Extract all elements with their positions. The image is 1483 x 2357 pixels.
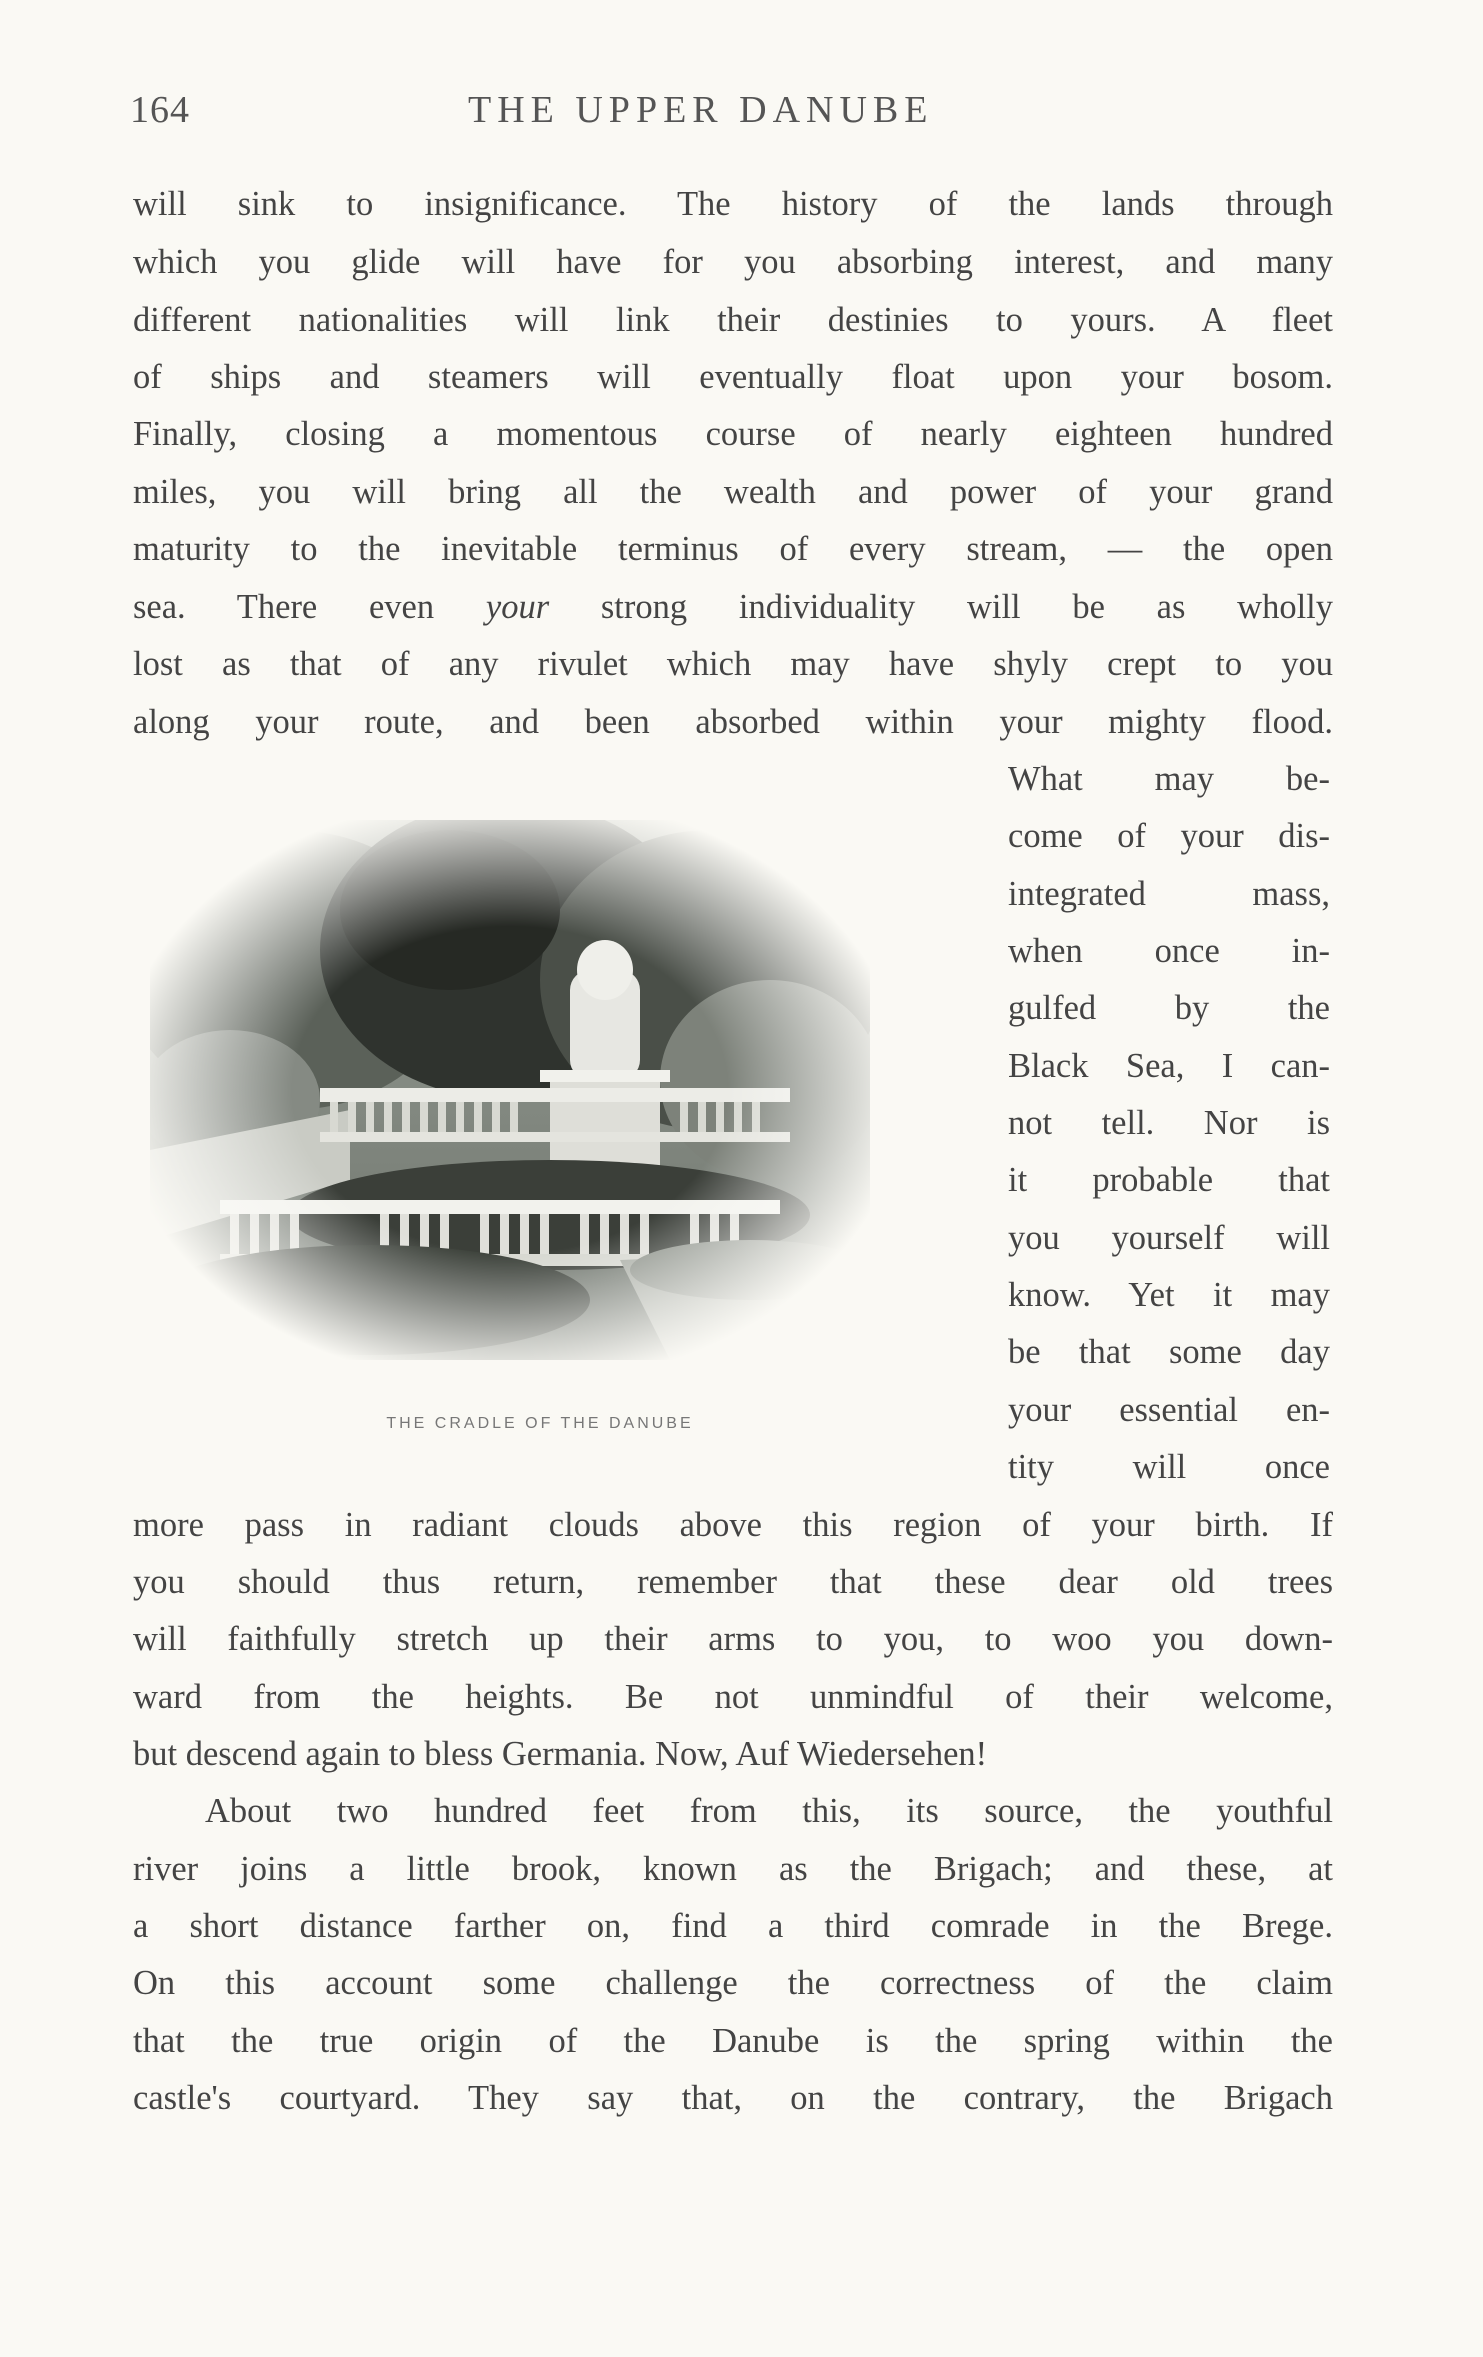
paragraph-first-line: About two hundred feet from this, its source, the youthful — [205, 1792, 1333, 1830]
text-line: a short distance farther on, find a third comrade in the Brege. — [133, 1907, 1333, 1945]
side-line: not tell. Nor is — [1008, 1104, 1330, 1142]
side-line: gulfed by the — [1008, 989, 1330, 1027]
side-line: integrated mass, — [1008, 875, 1330, 913]
text-line: maturity to the inevitable terminus of every stream, — the open — [133, 530, 1333, 568]
text-line: miles, you will bring all the wealth and power of your grand — [133, 473, 1333, 511]
side-line: What may be- — [1008, 760, 1330, 798]
cradle-of-danube-illustration — [150, 820, 870, 1360]
side-line: you yourself will — [1008, 1219, 1330, 1257]
italic-word: your — [485, 588, 550, 626]
side-line: when once in- — [1008, 932, 1330, 970]
side-line: it probable that — [1008, 1161, 1330, 1199]
text-segment: strong individuality will be as wholly — [549, 588, 1333, 626]
side-line: your essential en- — [1008, 1391, 1330, 1429]
running-head — [130, 88, 1330, 138]
side-line: be that some day — [1008, 1333, 1330, 1371]
text-line: you should thus return, remember that these dear old trees — [133, 1563, 1333, 1601]
text-line: lost as that of any rivulet which may have shyly crept to you — [133, 645, 1333, 683]
text-line: On this account some challenge the correctness of the claim — [133, 1964, 1333, 2002]
fountain-vignette — [150, 820, 870, 1360]
side-line: Black Sea, I can- — [1008, 1047, 1330, 1085]
text-line: will faithfully stretch up their arms to you, to woo you down- — [133, 1620, 1333, 1658]
side-line: tity will once — [1008, 1448, 1330, 1486]
text-segment: sea. There even — [133, 588, 486, 626]
text-line: castle's courtyard. They say that, on the contrary, the Brigach — [133, 2079, 1333, 2117]
text-line: river joins a little brook, known as the Brigach; and these, at — [133, 1850, 1333, 1888]
text-line: of ships and steamers will eventually float upon your bosom. — [133, 358, 1333, 396]
page-number: 164 — [130, 89, 190, 131]
text-line: will sink to insignificance. The history of the lands through — [133, 185, 1333, 223]
side-line: come of your dis- — [1008, 817, 1330, 855]
text-line-with-italic — [133, 579, 1333, 635]
text-line: more pass in radiant clouds above this region of your birth. If — [133, 1506, 1333, 1544]
text-line: different nationalities will link their destinies to yours. A fleet — [133, 301, 1333, 339]
text-line: that the true origin of the Danube is the spring within the — [133, 2022, 1333, 2060]
text-line: which you glide will have for you absorbing interest, and many — [133, 243, 1333, 281]
side-line: know. Yet it may — [1008, 1276, 1330, 1314]
text-line: but descend again to bless Germania. Now, Auf Wiedersehen! — [133, 1735, 988, 1773]
figure-caption: THE CRADLE OF THE DANUBE — [386, 1415, 694, 1432]
text-line: along your route, and been absorbed within your mighty flood. — [133, 703, 1333, 741]
running-title: THE UPPER DANUBE — [468, 89, 934, 131]
text-line: ward from the heights. Be not unmindful of their welcome, — [133, 1678, 1333, 1716]
text-line: Finally, closing a momentous course of nearly eighteen hundred — [133, 415, 1333, 453]
